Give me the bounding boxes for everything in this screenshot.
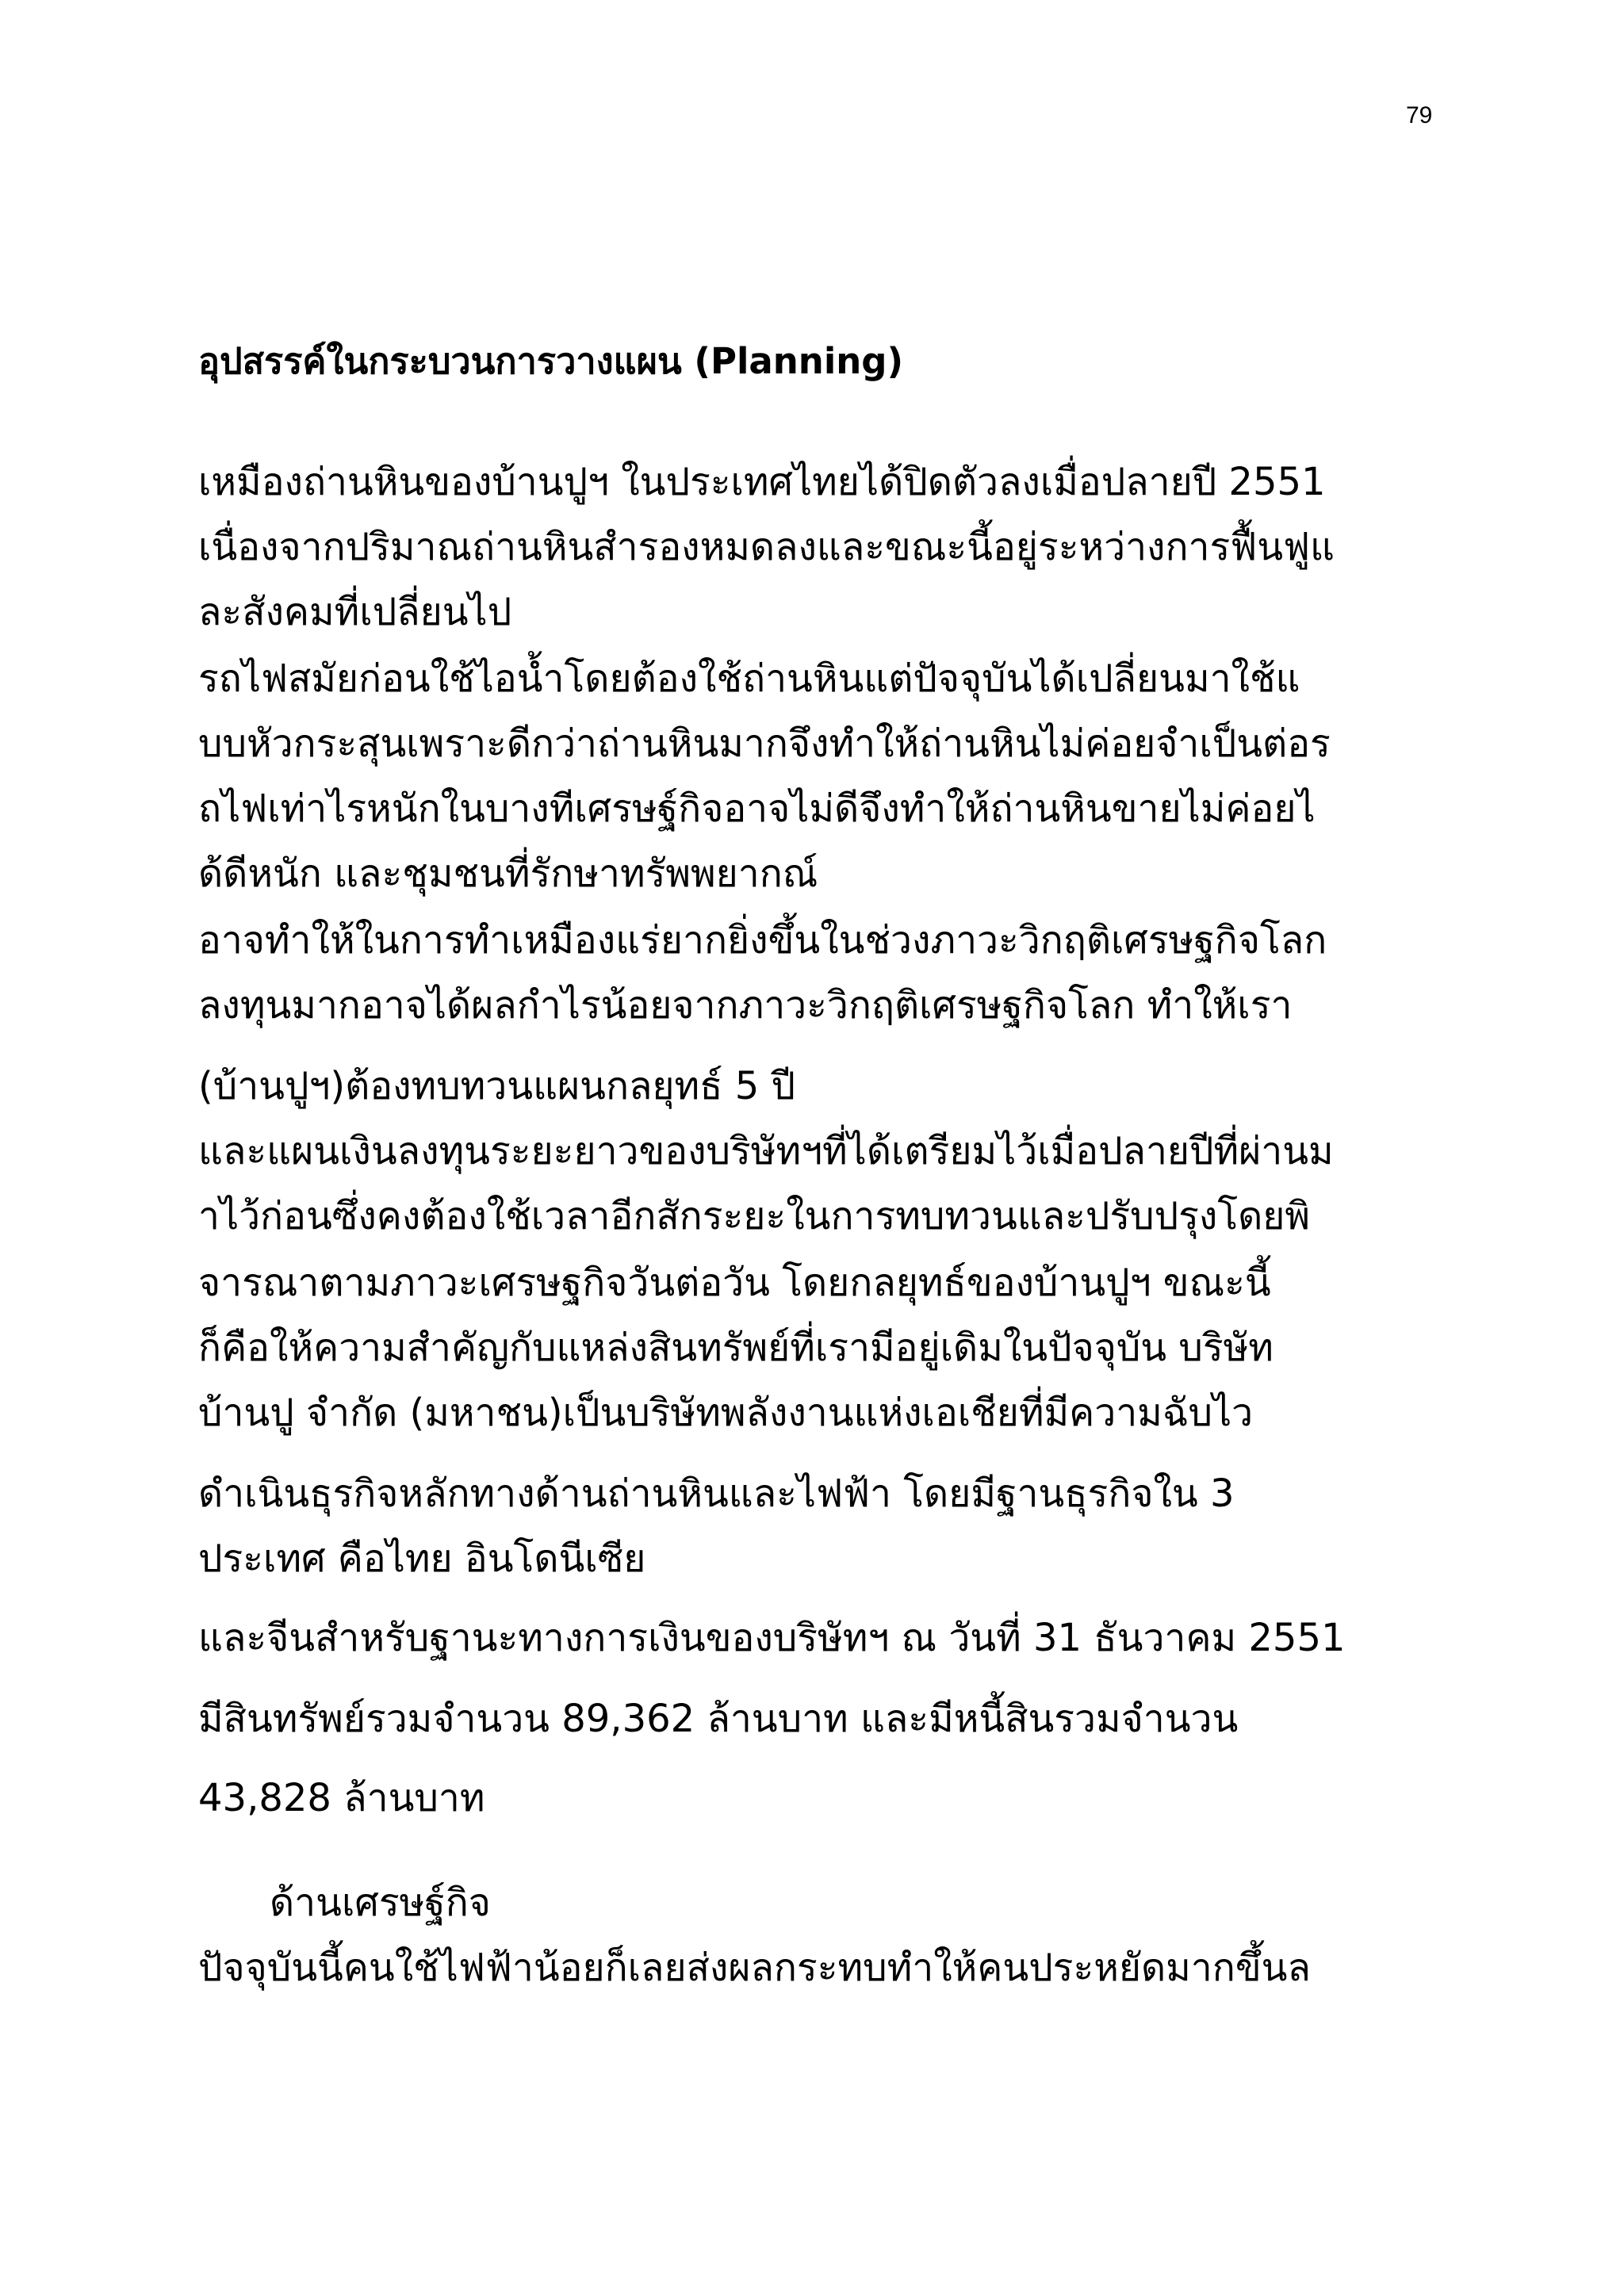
subsection-label: ด้านเศรษฐ์กิจ (270, 1881, 491, 1925)
body-line: บ้านปู จำกัด (มหาชน)เป็นบริษัทพลังงานแห่งเอเชียที่มีความฉับไว (198, 1391, 1254, 1435)
body-line: 43,828 ล้านบาท (198, 1776, 485, 1820)
body-line: ดำเนินธุรกิจหลักทางด้านถ่านหินและไฟฟ้า โดยมีฐานธุรกิจใน 3 (198, 1471, 1235, 1516)
body-line: อาจทำให้ในการทำเหมืองแร่ยากยิ่งขึ้นในช่วงภาวะวิกฤติเศรษฐกิจโลก (198, 918, 1327, 962)
body-line: ปัจจุบันนี้คนใช้ไฟฟ้าน้อยก็เลยส่งผลกระทบทำให้คนประหยัดมากขึ้นล (198, 1946, 1311, 1990)
body-line: าไว้ก่อนซึ่งคงต้องใช้เวลาอีกสักระยะในการทบทวนและปรับปรุงโดยพิ (198, 1194, 1311, 1238)
body-line: จารณาตามภาวะเศรษฐกิจวันต่อวัน โดยกลยุทธ์ของบ้านปูฯ ขณะนี้ (198, 1261, 1271, 1305)
body-line: เหมืองถ่านหินของบ้านปูฯ ในประเทศไทยได้ปิดตัวลงเมื่อปลายปี 2551 (198, 460, 1326, 504)
body-line: มีสินทรัพย์รวมจำนวน 89,362 ล้านบาท และมีหนี้สินรวมจำนวน (198, 1697, 1239, 1741)
body-line: ประเทศ คือไทย อินโดนีเซีย (198, 1536, 646, 1581)
body-line: ละสังคมที่เปลี่ยนไป (198, 590, 512, 634)
page-number: 79 (1406, 102, 1433, 128)
body-line: ถไฟเท่าไรหนักในบางทีเศรษฐ์กิจอาจไม่ดีจึงทำให้ถ่านหินขายไม่ค่อยไ (198, 786, 1316, 831)
section-heading: อุปสรรค์ในกระบวนการวางแผน (Planning) (198, 340, 904, 382)
body-line: รถไฟสมัยก่อนใช้ไอน้ำโดยต้องใช้ถ่านหินแต่ปัจจุบันได้เปลี่ยนมาใช้แ (198, 656, 1300, 701)
body-line: และแผนเงินลงทุนระยะยาวของบริษัทฯที่ได้เตรียมไว้เมื่อปลายปีที่ผ่านม (198, 1129, 1334, 1173)
body-line: ลงทุนมากอาจได้ผลกำไรน้อยจากภาวะวิกฤติเศรษฐกิจโลก ทำให้เรา (198, 983, 1293, 1027)
body-line: ก็คือให้ความสำคัญกับแหล่งสินทรัพย์ที่เรามีอยู่เดิมในปัจจุบัน บริษัท (198, 1326, 1274, 1370)
body-line: และจีนสำหรับฐานะทางการเงินของบริษัทฯ ณ วันที่ 31 ธันวาคม 2551 (198, 1616, 1346, 1660)
body-line: เนื่องจากปริมาณถ่านหินสำรองหมดลงและขณะนี้อยู่ระหว่างการฟื้นฟูแ (198, 525, 1335, 569)
body-line: บบหัวกระสุนเพราะดีกว่าถ่านหินมากจึงทำให้ถ่านหินไม่ค่อยจำเป็นต่อร (198, 721, 1331, 766)
body-line: (บ้านปูฯ)ต้องทบทวนแผนกลยุทธ์ 5 ปี (198, 1064, 795, 1108)
body-line: ด้ดีหนัก และชุมชนที่รักษาทรัพพยากณ์ (198, 851, 818, 896)
